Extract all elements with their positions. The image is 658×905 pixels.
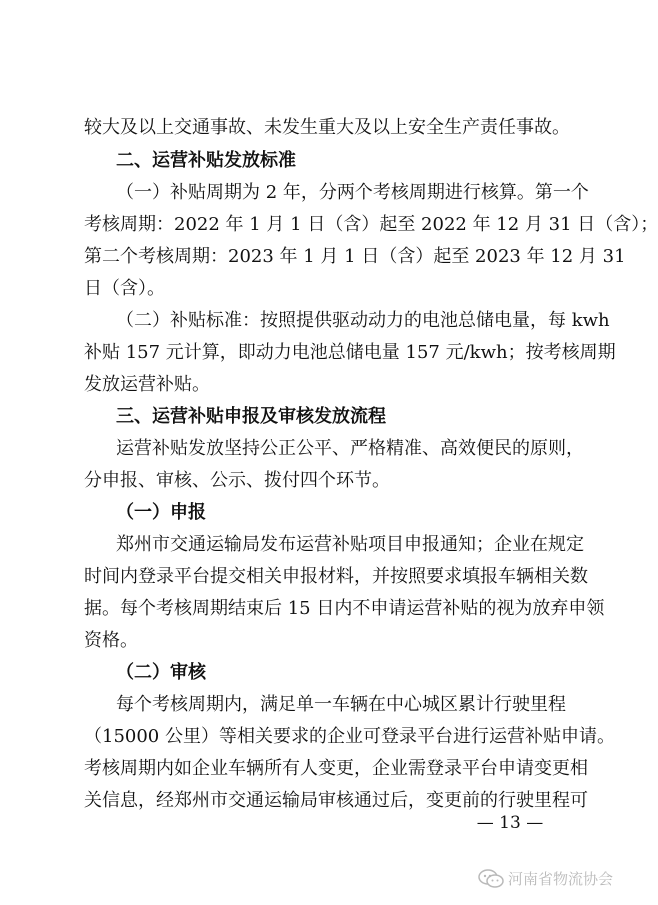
body-text-line: （15000 公里）等相关要求的企业可登录平台进行运营补贴申请。 [84, 726, 615, 747]
body-text-line: 考核周期：2022 年 1 月 1 日（含）起至 2022 年 12 月 31 日（含）； [84, 214, 658, 235]
page-number: — 13 — [476, 813, 544, 833]
body-text-line: 据。每个考核周期结束后 15 日内不申请运营补贴的视为放弃申领 [84, 598, 605, 619]
subsection-heading: （一）申报 [116, 502, 206, 523]
body-text-line: 日（含）。 [84, 278, 165, 299]
wechat-watermark [478, 868, 613, 889]
body-text-line: 第二个考核周期：2023 年 1 月 1 日（含）起至 2023 年 12 月 31 [84, 246, 626, 267]
subsection-heading: （二）审核 [116, 662, 206, 683]
body-text-line: 较大及以上交通事故、未发生重大及以上安全生产责任事故。 [84, 117, 570, 138]
section-heading: 二、运营补贴发放标准 [116, 150, 296, 171]
section-heading: 三、运营补贴申报及审核发放流程 [116, 406, 386, 427]
body-text-line: 每个考核周期内，满足单一车辆在中心城区累计行驶里程 [116, 694, 566, 715]
body-text-line: 运营补贴发放坚持公正公平、严格精准、高效便民的原则， [116, 438, 584, 459]
body-text-line: 关信息，经郑州市交通运输局审核通过后，变更前的行驶里程可 [84, 790, 588, 811]
body-text-line: 补贴 157 元计算，即动力电池总储电量 157 元/kwh；按考核周期 [84, 342, 616, 363]
body-text-line: （一）补贴周期为 2 年，分两个考核周期进行核算。第一个 [116, 182, 589, 203]
body-text-line: 郑州市交通运输局发布运营补贴项目申报通知；企业在规定 [116, 534, 584, 555]
body-text-line: 考核周期内如企业车辆所有人变更，企业需登录平台申请变更相 [84, 758, 588, 779]
wechat-icon [478, 869, 504, 889]
body-text-line: （二）补贴标准：按照提供驱动动力的电池总储电量，每 kwh [116, 310, 610, 331]
body-text-line: 时间内登录平台提交相关申报材料，并按照要求填报车辆相关数 [84, 566, 588, 587]
watermark-text: 河南省物流协会 [508, 870, 614, 888]
body-text-line: 发放运营补贴。 [84, 374, 210, 395]
body-text-line: 分申报、审核、公示、拨付四个环节。 [84, 470, 390, 491]
body-text-line: 资格。 [84, 630, 138, 651]
